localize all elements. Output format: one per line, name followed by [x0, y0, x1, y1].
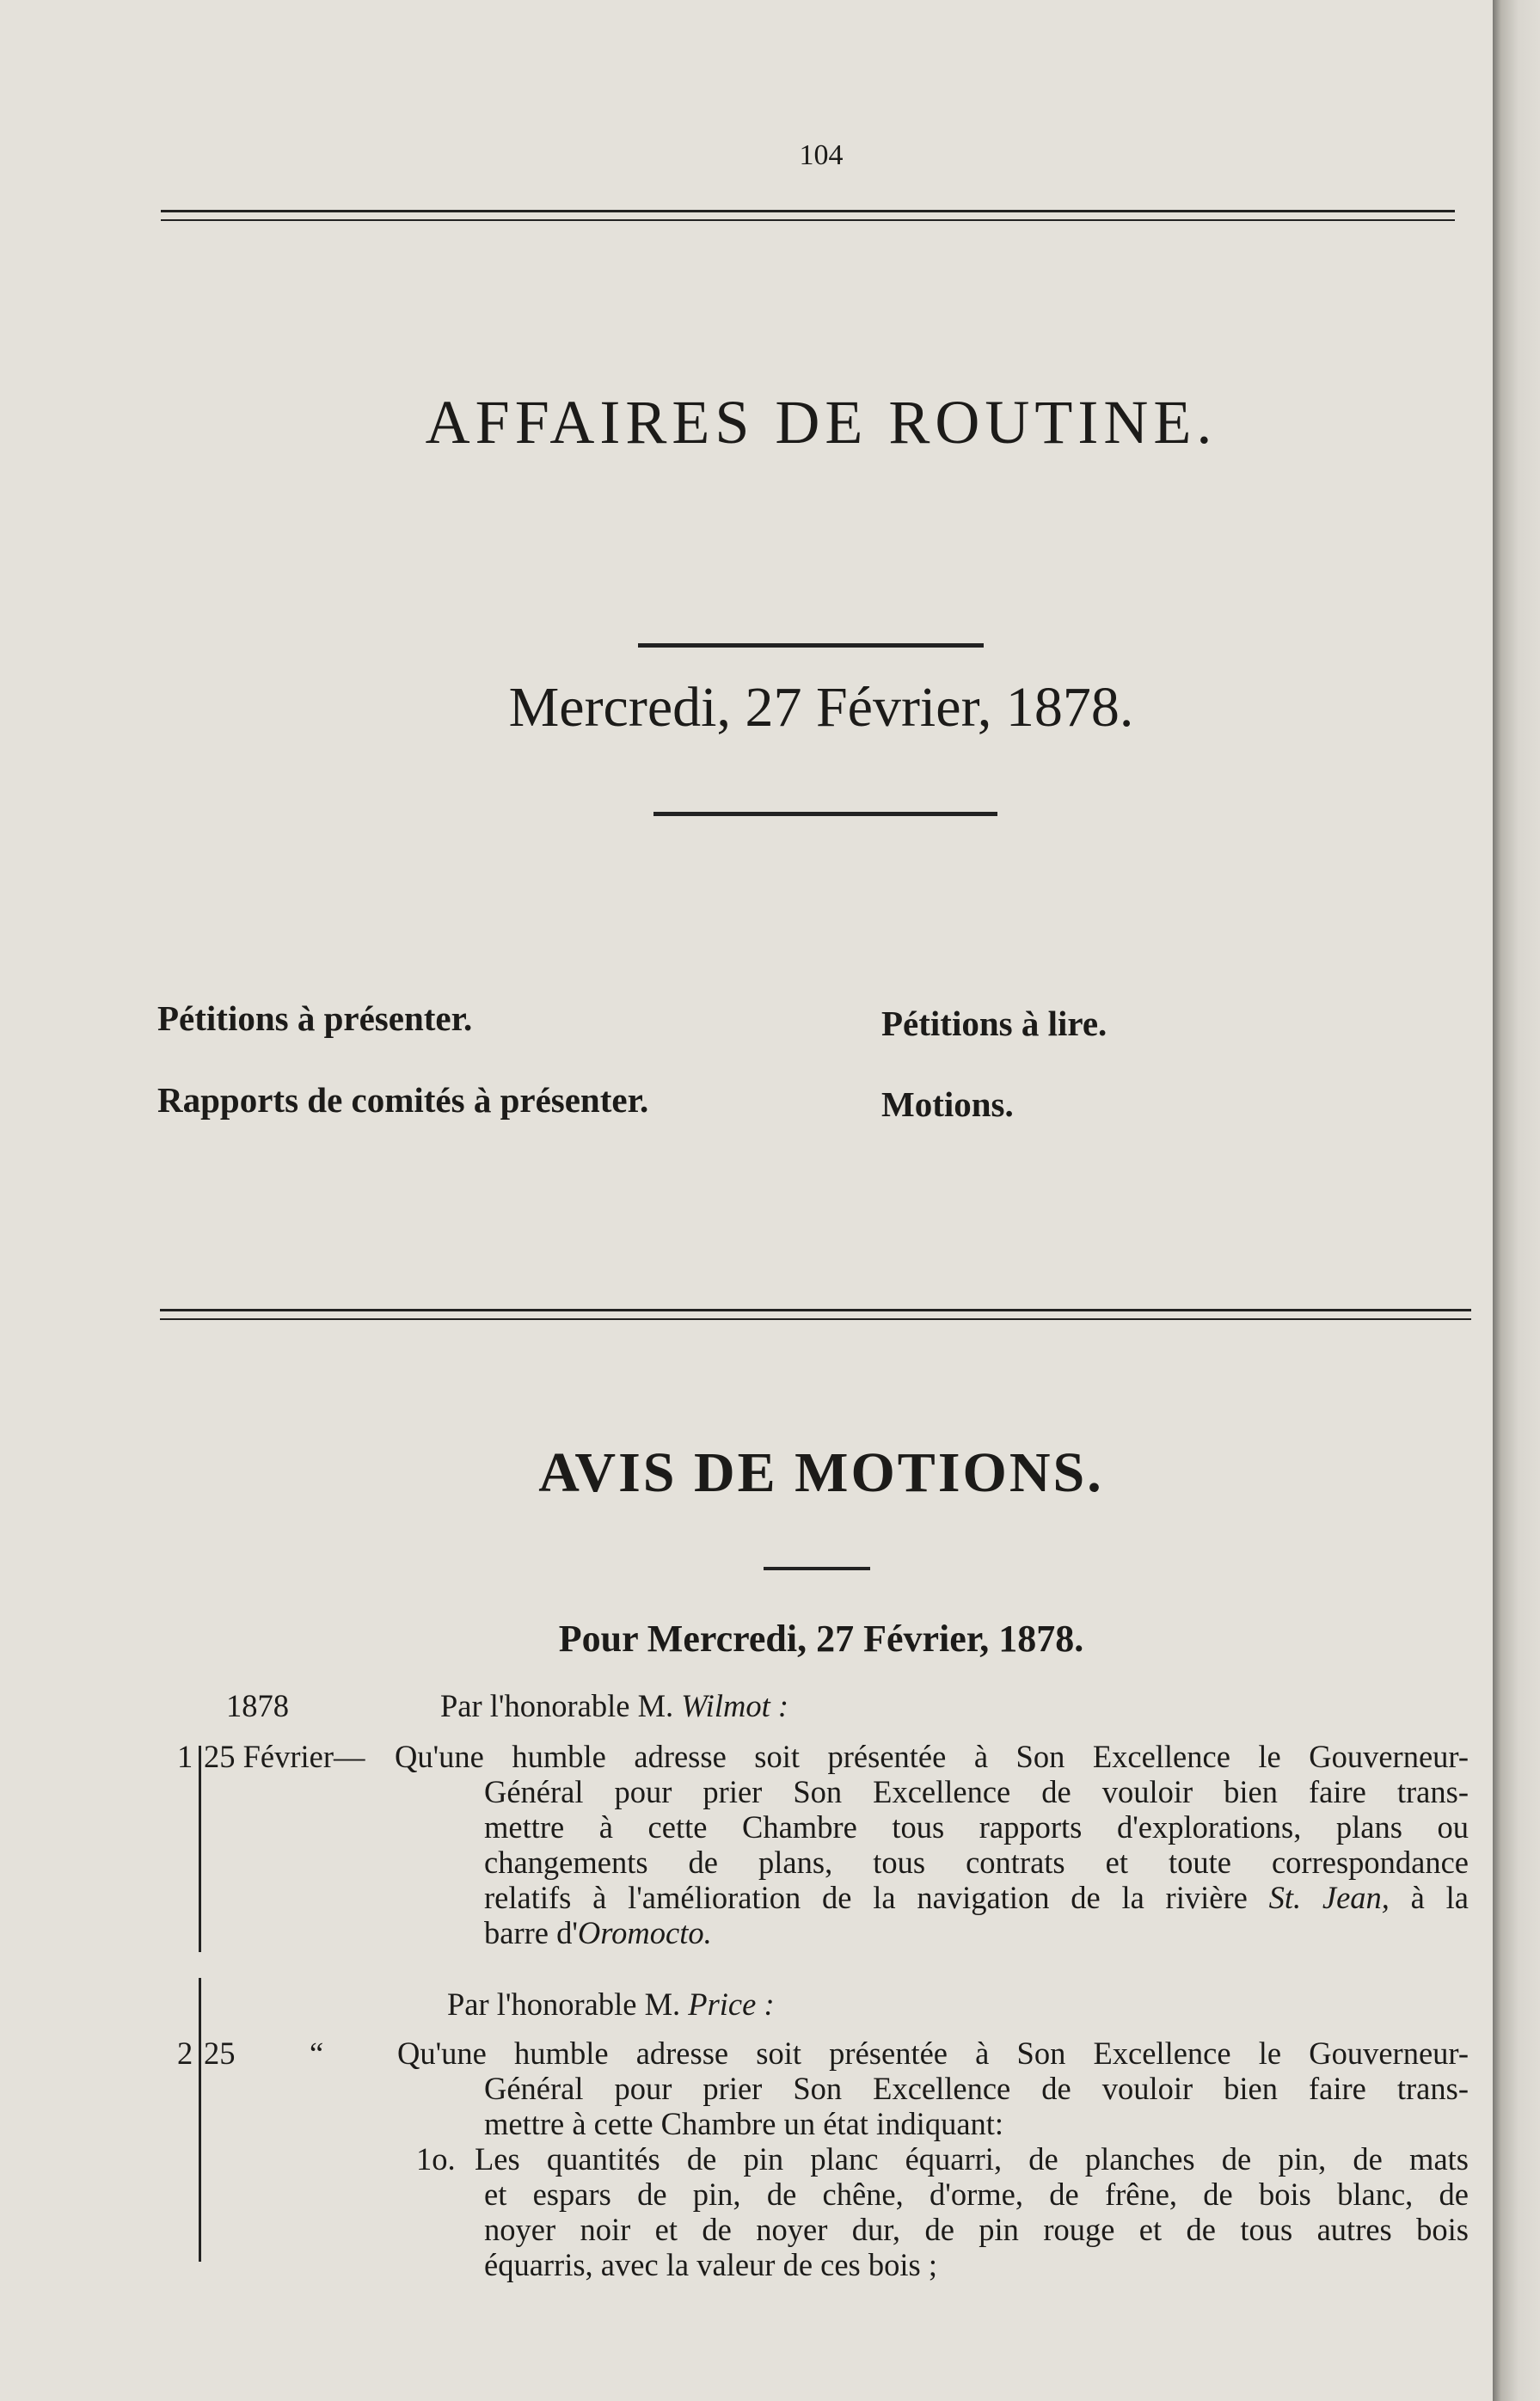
- page-number: 104: [799, 139, 844, 171]
- motion-2-ditto: “: [310, 2036, 324, 2071]
- routine-item-petitions-present: Pétitions à présenter.: [157, 998, 473, 1038]
- motion-2-sub-line-4: équarris, avec la valeur de ces bois ;: [484, 2247, 937, 2282]
- routine-item-motions: Motions.: [881, 1084, 1014, 1124]
- routine-title: AFFAIRES DE ROUTINE.: [425, 388, 1218, 457]
- motion-1-line-3: mettre à cette Chambre tous rapports d'explorations, plans ou: [484, 1809, 1469, 1845]
- date-heading: Mercredi, 27 Février, 1878.: [508, 676, 1134, 739]
- motion-2-line-2: Général pour prier Son Excellence de vouloir bien faire trans-: [484, 2071, 1469, 2106]
- motion-2-line-1: Qu'une humble adresse soit présentée à Son Excellence le Gouverneur-: [397, 2036, 1469, 2071]
- motion-2-mover: Par l'honorable M. Price :: [447, 1987, 775, 2022]
- routine-item-committee-reports: Rapports de comités à présenter.: [157, 1080, 649, 1120]
- notices-date: Pour Mercredi, 27 Février, 1878.: [558, 1618, 1084, 1660]
- middle-double-rule: [160, 1309, 1471, 1320]
- motion-1-day: 25 Février—: [204, 1739, 365, 1774]
- motion-1-line-6: barre d'Oromocto.: [484, 1915, 712, 1950]
- margin-bar-1: [199, 1746, 201, 1952]
- motion-1-line-1: Qu'une humble adresse soit présentée à Son Excellence le Gouverneur-: [395, 1739, 1469, 1774]
- motion-2-line-3: mettre à cette Chambre un état indiquant:: [484, 2106, 1004, 2141]
- margin-bar-3: [199, 2115, 201, 2262]
- motion-2-sub-line-3: noyer noir et de noyer dur, de pin rouge et de tous autres bois: [484, 2212, 1469, 2247]
- motion-2-sub-label: 1o.: [416, 2141, 456, 2177]
- short-rule: [764, 1567, 870, 1570]
- motion-1-line-5: relatifs à l'amélioration de la navigation de la rivière St. Jean, à la: [484, 1880, 1469, 1915]
- rule-below-date: [653, 812, 997, 816]
- notices-title: AVIS DE MOTIONS.: [538, 1441, 1104, 1504]
- motion-2-number: 2: [177, 2036, 193, 2071]
- motion-1-number: 1: [177, 1739, 193, 1774]
- motion-2-day: 25: [204, 2036, 236, 2071]
- motion-2-sub-line-1: Les quantités de pin planc équarri, de planches de pin, de mats: [475, 2141, 1469, 2177]
- top-double-rule: [161, 210, 1455, 221]
- motion-1-line-4: changements de plans, tous contrats et toute correspondance: [484, 1845, 1469, 1880]
- motion-1-line-2: Général pour prier Son Excellence de vouloir bien faire trans-: [484, 1774, 1469, 1809]
- motion-1-mover: Par l'honorable M. Wilmot :: [440, 1688, 788, 1723]
- year-label: 1878: [226, 1688, 289, 1723]
- routine-item-petitions-read: Pétitions à lire.: [881, 1004, 1107, 1043]
- motion-2-sub-line-2: et espars de pin, de chêne, d'orme, de frêne, de bois blanc, de: [484, 2177, 1469, 2212]
- binding-gutter: [1493, 0, 1540, 2401]
- rule-above-date: [638, 643, 984, 648]
